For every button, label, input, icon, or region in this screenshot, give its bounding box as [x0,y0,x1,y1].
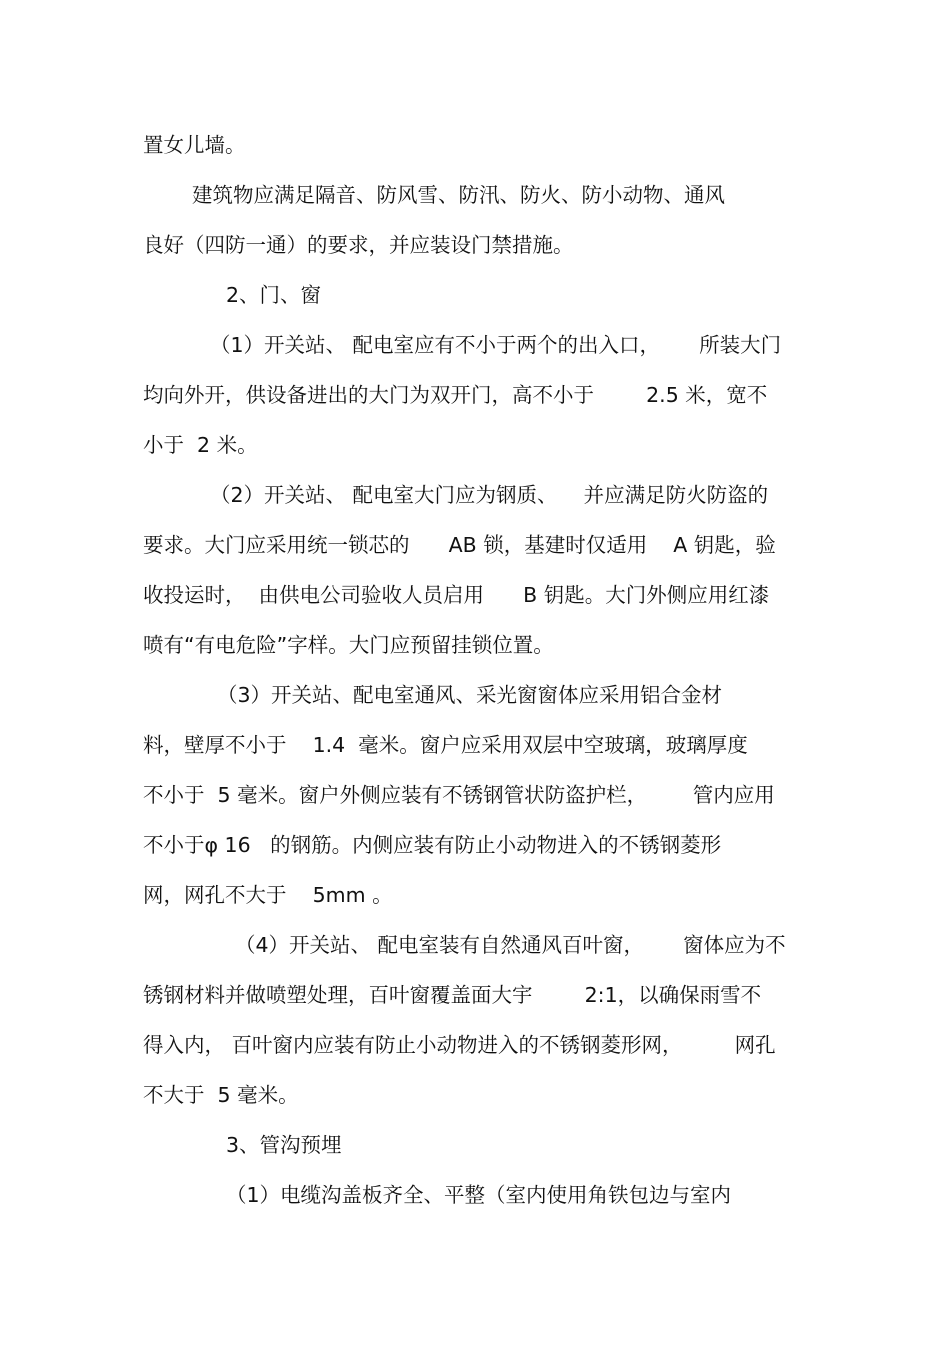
text-line: （3）开关站、配电室通风、采光窗窗体应采用铝合金材 [217,683,723,707]
text-line: （1）开关站、 配电室应有不小于两个的出入口， 所装大门 [210,333,782,357]
text-line: 料，壁厚不小于 1.4 毫米。窗户应采用双层中空玻璃，玻璃厚度 [143,733,748,757]
text-line: 小于 2 米。 [143,433,258,457]
text-line: 收投运时， 由供电公司验收人员启用 B 钥匙。大门外侧应用红漆 [143,583,770,607]
text-line: 不小于 5 毫米。窗户外侧应装有不锈钢管状防盗护栏， 管内应用 [143,783,775,807]
section-heading: 3、管沟预埋 [226,1133,342,1157]
text-line: 均向外开，供设备进出的大门为双开门，高不小于 2.5 米，宽不 [143,383,768,407]
text-line: （2）开关站、 配电室大门应为钢质、 并应满足防火防盗的 [210,483,769,507]
text-line: 喷有“有电危险”字样。大门应预留挂锁位置。 [143,633,554,657]
text-line: 建筑物应满足隔音、防风雪、防汛、防火、防小动物、通风 [192,183,725,207]
text-line: 良好（四防一通）的要求，并应装设门禁措施。 [143,233,574,257]
text-line: 要求。大门应采用统一锁芯的 AB 锁，基建时仅适用 A 钥匙，验 [143,533,776,557]
text-line: 不大于 5 毫米。 [143,1083,299,1107]
text-line: 不小于φ 16 的钢筋。内侧应装有防止小动物进入的不锈钢菱形 [143,833,722,857]
text-line: （4）开关站、 配电室装有自然通风百叶窗， 窗体应为不 [235,933,786,957]
text-line: 得入内， 百叶窗内应装有防止小动物进入的不锈钢菱形网， 网孔 [143,1033,776,1057]
text-line: 锈钢材料并做喷塑处理，百叶窗覆盖面大宇 2:1，以确保雨雪不 [143,983,762,1007]
text-line: 置女儿墙。 [143,133,246,157]
text-line: 网，网孔不大于 5mm 。 [143,883,393,907]
text-line: （1）电缆沟盖板齐全、平整（室内使用角铁包边与室内 [226,1183,732,1207]
section-heading: 2、门、窗 [226,283,322,307]
